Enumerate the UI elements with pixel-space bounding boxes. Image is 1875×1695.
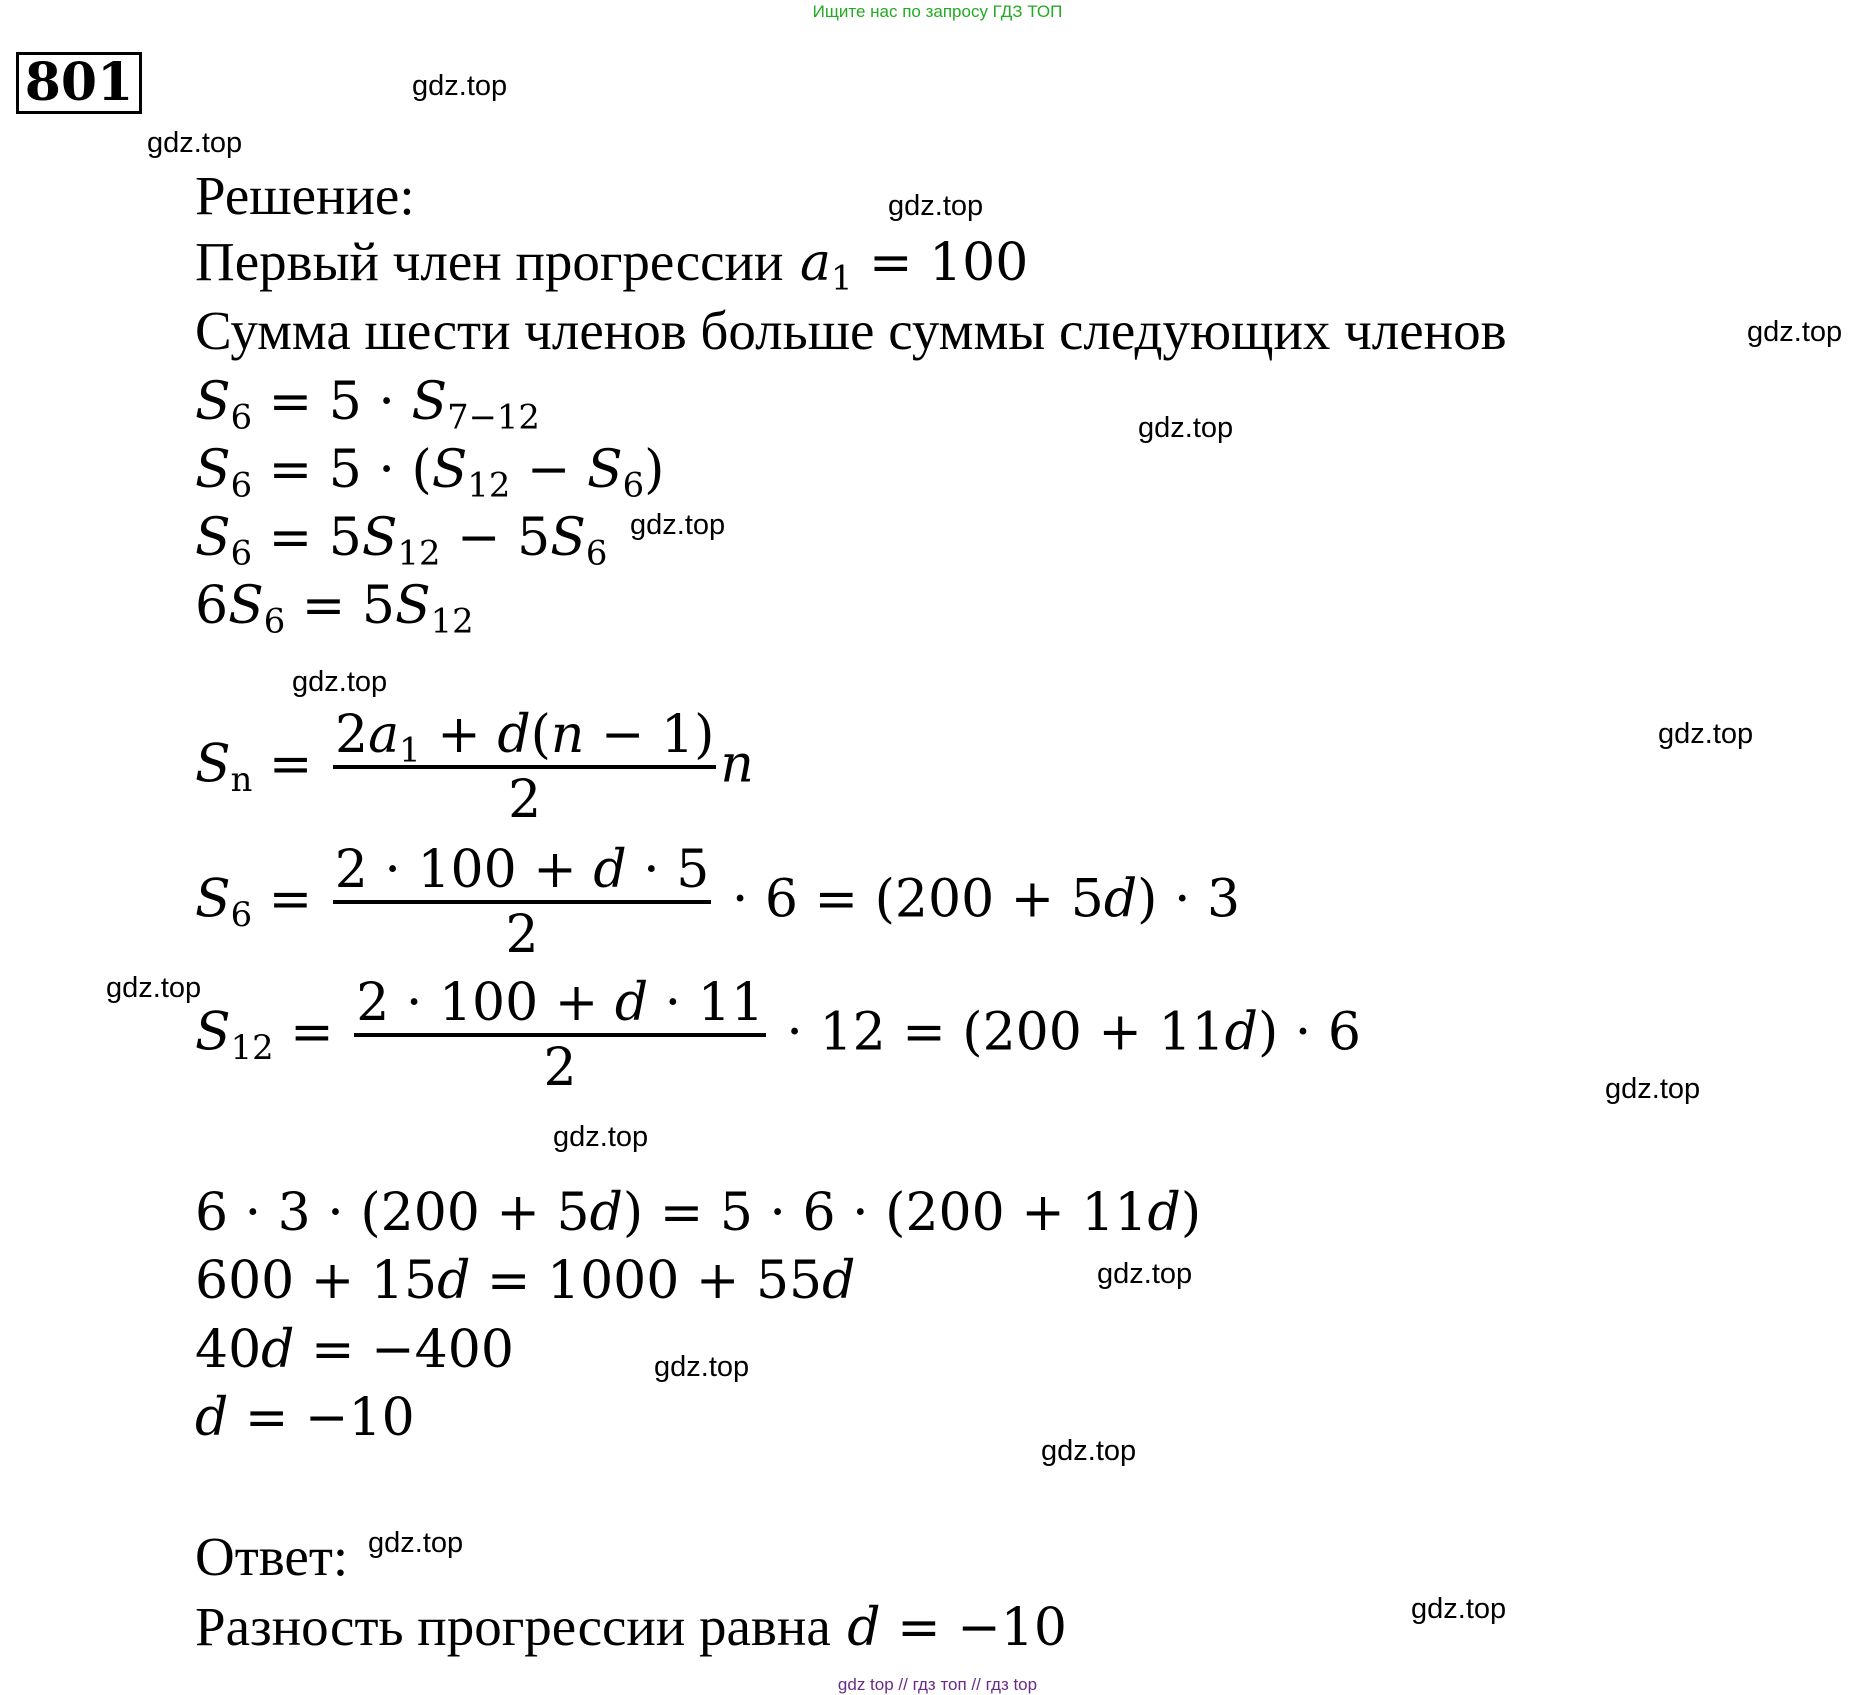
operator: = [273,1002,351,1063]
operator: = [252,734,330,795]
watermark: gdz.top [630,509,726,541]
var-s: S [587,440,623,500]
var-d: d [261,1320,295,1380]
fraction [333,840,712,966]
task-number: 801 [16,52,142,114]
var-d: d [1224,1002,1258,1063]
var-a: a [368,705,400,765]
subscript: 12 [430,601,474,641]
operator: − 5 [440,508,551,568]
subscript: 12 [397,533,441,573]
expr: 2 · 100 + [356,973,615,1033]
var-s: S [195,372,231,432]
var-s: S [431,440,468,500]
operator: − [510,440,588,500]
subscript: 1 [830,258,853,298]
subscript: 6 [230,397,253,437]
var-d: d [614,973,649,1033]
watermark: gdz.top [368,1527,464,1559]
var-s: S [228,576,264,636]
var-n: n [720,734,754,795]
operator: = 5 · ( [252,440,432,500]
denominator: 2 [333,765,716,831]
operator: + [420,705,498,765]
watermark: gdz.top [1097,1258,1193,1290]
var-s: S [394,576,431,636]
search-hint-banner: Ищите нас по запросу ГДЗ ТОП [812,2,1063,21]
subscript: 6 [585,533,608,573]
var-d: d [497,705,531,765]
subscript: n [230,759,253,799]
coefficient: 2 [335,705,369,765]
paren: ( [530,705,551,765]
subscript: 6 [230,465,253,505]
watermark: gdz.top [1658,718,1754,750]
equation-2 [195,440,665,505]
answer-line [195,1597,1067,1658]
subscript: 6 [622,465,645,505]
equation-4 [195,576,474,641]
subscript: 12 [230,1027,274,1067]
sum-condition-line: Сумма шести членов больше суммы следующих членов [195,300,1507,361]
s6-equation [195,840,1240,966]
fraction [354,973,766,1099]
subscript: 12 [467,465,511,505]
answer-value: = −10 [880,1598,1067,1658]
var-s: S [361,508,398,568]
watermark: gdz.top [1041,1435,1137,1467]
var-s: S [195,440,231,500]
numerator [354,973,766,1033]
equation-6 [195,1251,855,1311]
sum-formula [195,705,754,831]
expr: ) · 6 [1257,1002,1361,1063]
watermark: gdz.top [888,190,984,222]
coefficient: 40 [195,1320,262,1380]
expr: · 5 [626,840,710,900]
answer-label: Ответ: [195,1526,349,1587]
expr: 2 · 100 + [334,840,594,900]
subscript: 6 [230,533,253,573]
expr: ) · 3 [1137,869,1241,930]
first-term-label: Первый член прогрессии [195,231,784,292]
equation-5 [195,1183,1201,1243]
first-term-line [195,231,1029,298]
watermark: gdz.top [654,1351,750,1383]
equation-1 [195,372,540,437]
var-d: d [847,1598,881,1658]
fraction [333,705,716,831]
subscript: 7−12 [447,397,540,437]
operator: = [252,869,329,930]
subscript: 6 [230,894,253,934]
subscript: 1 [399,730,421,770]
var-s: S [195,734,231,795]
watermark: gdz.top [147,127,243,159]
solution-heading: Решение: [195,165,415,226]
var-a: a [799,233,831,293]
expr: · 11 [648,973,764,1033]
watermark: gdz.top [1138,412,1234,444]
var-s: S [550,508,586,568]
var-d: d [1103,869,1138,930]
operator: − 1) [584,705,715,765]
denominator: 2 [354,1033,766,1099]
watermark: gdz.top [1747,316,1843,348]
numerator [333,705,716,770]
answer-text: Разность прогрессии равна [195,1596,831,1657]
s12-equation [195,973,1361,1099]
watermark: gdz.top [412,70,508,102]
subscript: 6 [263,601,286,641]
var-d: d [437,1251,471,1311]
var-n: n [550,705,585,765]
equation-8 [195,1388,415,1448]
watermark: gdz.top [292,666,388,698]
footer-watermark: gdz top // гдз топ // гдз top [837,1675,1038,1694]
coefficient: 6 [195,576,229,636]
denominator: 2 [333,900,712,966]
expr: 600 + 15 [195,1251,438,1311]
watermark: gdz.top [1411,1593,1507,1625]
expr: · 12 = (200 + 11 [769,1002,1225,1063]
expr: = −10 [228,1388,415,1448]
value: = 100 [852,233,1029,293]
expr: ) = 5 · 6 · (200 + 11 [622,1183,1148,1243]
watermark: gdz.top [106,972,202,1004]
var-d: d [593,840,627,900]
expr: = 1000 + 55 [470,1251,823,1311]
operator: = 5 [285,576,395,636]
expr: = −400 [294,1320,514,1380]
equation-7 [195,1320,514,1380]
var-d: d [589,1183,623,1243]
var-d: d [822,1251,856,1311]
paren: ) [644,440,665,500]
var-d: d [1147,1183,1181,1243]
expr: 6 · 3 · (200 + 5 [195,1183,590,1243]
var-s: S [195,869,231,930]
var-s: S [195,508,231,568]
numerator [333,840,712,900]
var-d: d [195,1388,229,1448]
operator: = 5 [252,508,362,568]
var-s: S [195,1002,231,1063]
var-s: S [411,372,448,432]
equation-3 [195,508,608,573]
watermark: gdz.top [553,1121,649,1153]
operator: = 5 · [252,372,412,432]
watermark: gdz.top [1605,1073,1701,1105]
expr: · 6 = (200 + 5 [715,869,1104,930]
paren: ) [1180,1183,1202,1243]
